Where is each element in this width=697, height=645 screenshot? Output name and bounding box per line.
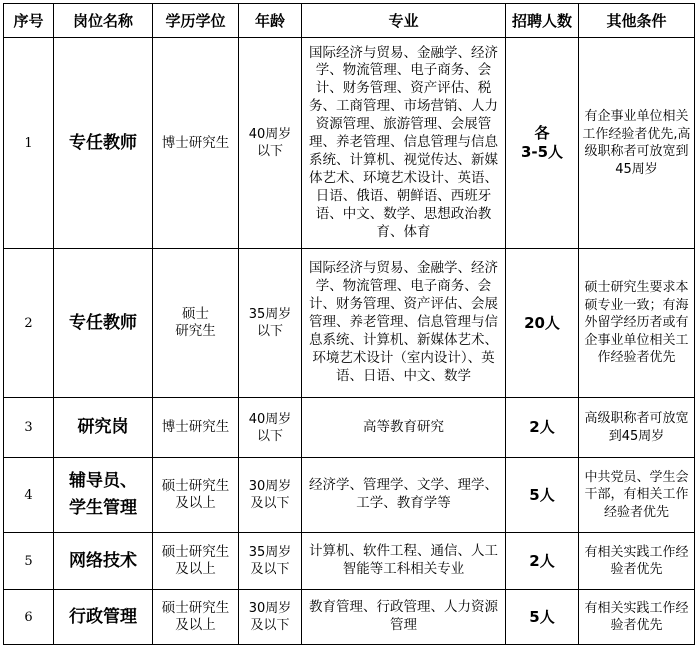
header-post: 岗位名称 — [54, 4, 153, 38]
row-education: 硕士研究生 及以上 — [153, 533, 239, 590]
row-major: 教育管理、行政管理、人力资源管理 — [302, 590, 506, 645]
row-count: 5人 — [506, 590, 579, 645]
table-row — [4, 398, 695, 458]
header-no: 序号 — [4, 4, 54, 38]
row-age: 40周岁 以下 — [239, 398, 302, 458]
row-education: 博士研究生 — [153, 398, 239, 458]
row-major: 高等教育研究 — [302, 398, 506, 458]
recruitment-table — [3, 3, 695, 645]
table-row — [4, 38, 695, 249]
row-no: 2 — [4, 249, 54, 398]
row-age: 35周岁 以下 — [239, 249, 302, 398]
row-no: 5 — [4, 533, 54, 590]
row-post: 研究岗 — [54, 398, 153, 458]
row-major: 国际经济与贸易、金融学、经济学、物流管理、电子商务、会计、财务管理、资产评估、会展管理、养老管理、信息管理与信息系统、计算机、新媒体艺术、环境艺术设计（室内设计）、英语、日语、中文、数学 — [302, 249, 506, 398]
row-count: 20人 — [506, 249, 579, 398]
header-count: 招聘人数 — [506, 4, 579, 38]
row-no: 1 — [4, 38, 54, 249]
row-education: 硕士研究生 及以上 — [153, 458, 239, 533]
row-conditions: 高级职称者可放宽到45周岁 — [579, 398, 695, 458]
row-count: 各 3-5人 — [506, 38, 579, 249]
row-education: 硕士研究生 及以上 — [153, 590, 239, 645]
row-count: 2人 — [506, 533, 579, 590]
table-row — [4, 249, 695, 398]
header-age: 年龄 — [239, 4, 302, 38]
table-row — [4, 533, 695, 590]
row-education: 硕士 研究生 — [153, 249, 239, 398]
row-major: 计算机、软件工程、通信、人工智能等工科相关专业 — [302, 533, 506, 590]
row-conditions: 有企事业单位相关工作经验者优先,高级职称者可放宽到45周岁 — [579, 38, 695, 249]
row-age: 30周岁 及以下 — [239, 458, 302, 533]
row-post: 网络技术 — [54, 533, 153, 590]
header-conditions: 其他条件 — [579, 4, 695, 38]
row-no: 3 — [4, 398, 54, 458]
row-count: 2人 — [506, 398, 579, 458]
row-post: 专任教师 — [54, 249, 153, 398]
header-row — [4, 4, 695, 38]
row-age: 30周岁 及以下 — [239, 590, 302, 645]
row-conditions: 有相关实践工作经验者优先 — [579, 533, 695, 590]
row-conditions: 有相关实践工作经验者优先 — [579, 590, 695, 645]
table-row — [4, 590, 695, 645]
row-age: 40周岁 以下 — [239, 38, 302, 249]
row-major: 国际经济与贸易、金融学、经济学、物流管理、电子商务、会计、财务管理、资产评估、税务、工商管理、市场营销、人力资源管理、旅游管理、会展管理、养老管理、信息管理与信息系统、计算机、视觉传达、新媒体艺术、环境艺术设计、英语、日语、俄语、朝鲜语、西班牙语、中文、数学、思想政治教育、体育 — [302, 38, 506, 249]
row-conditions: 中共党员、学生会干部，有相关工作经验者优先 — [579, 458, 695, 533]
row-education: 博士研究生 — [153, 38, 239, 249]
header-education: 学历学位 — [153, 4, 239, 38]
row-post: 辅导员、 学生管理 — [54, 458, 153, 533]
row-conditions: 硕士研究生要求本硕专业一致；有海外留学经历者或有企事业单位相关工作经验者优先 — [579, 249, 695, 398]
row-post: 行政管理 — [54, 590, 153, 645]
row-age: 35周岁 及以下 — [239, 533, 302, 590]
row-major: 经济学、管理学、文学、理学、工学、教育学等 — [302, 458, 506, 533]
table-row — [4, 458, 695, 533]
row-count: 5人 — [506, 458, 579, 533]
header-major: 专业 — [302, 4, 506, 38]
row-no: 4 — [4, 458, 54, 533]
row-post: 专任教师 — [54, 38, 153, 249]
row-no: 6 — [4, 590, 54, 645]
